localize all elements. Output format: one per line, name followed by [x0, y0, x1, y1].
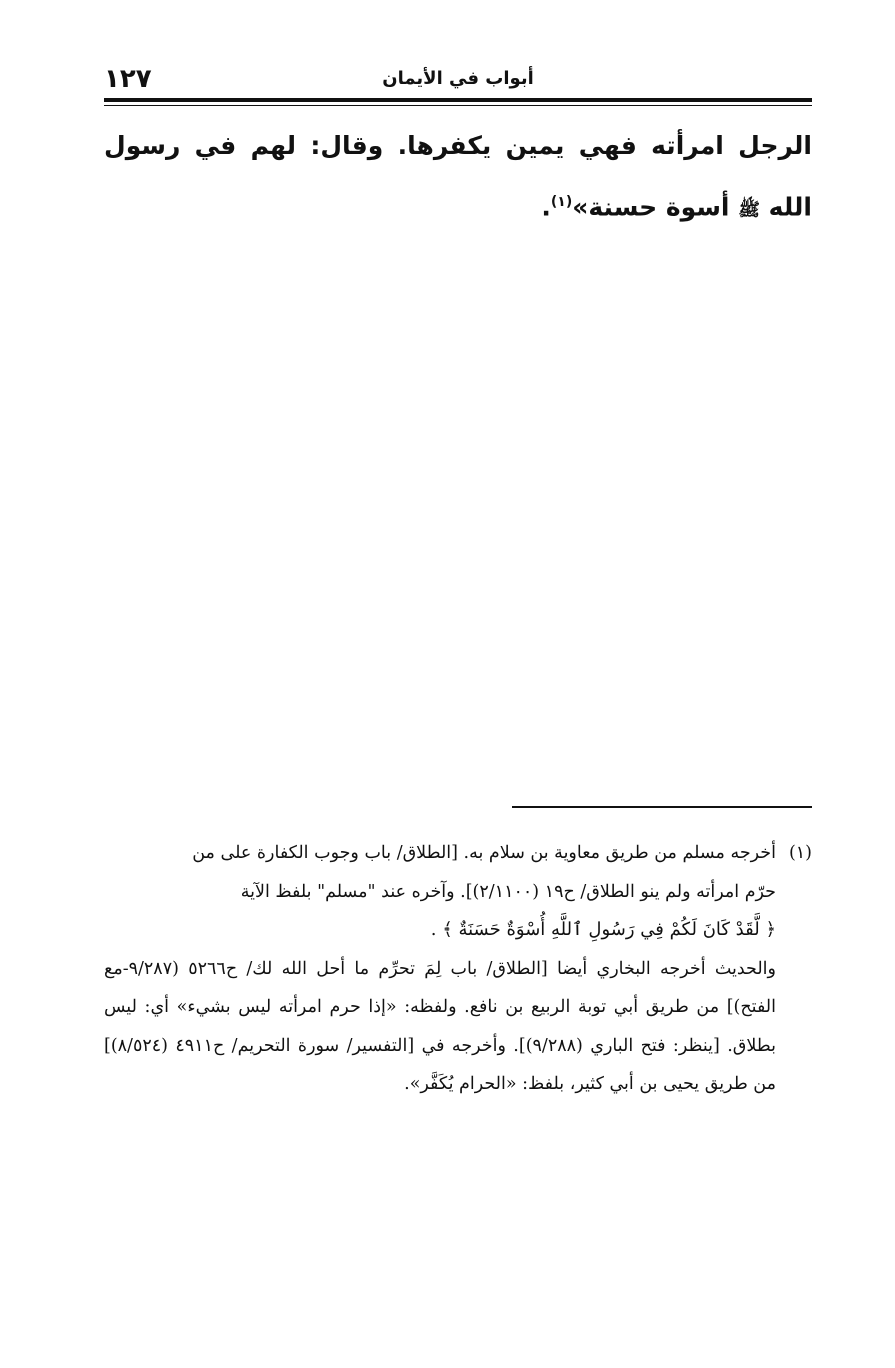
footnote-1-paragraph2: [104, 950, 812, 1104]
main-text-part2: أسوة حسنة»: [572, 192, 730, 222]
header-rule-thick: [104, 98, 812, 102]
page-number: ١٢٧: [104, 64, 152, 94]
main-text-end: .: [541, 192, 551, 222]
main-text-part1: الرجل امرأته فهي يمين يكفرها. وقال: لهم في رسول الله: [104, 131, 812, 222]
footnote-1-line2: حرّم امرأته ولم ينو الطلاق/ ح١٩ (٢/١١٠٠)]. وآخره عند "مسلم" بلفظ الآية: [240, 881, 776, 902]
footnote-1: [104, 834, 812, 873]
footnote-reference: (١): [550, 194, 573, 210]
header-rule-thin: [104, 105, 812, 106]
running-title: أبواب في الأيمان: [382, 68, 534, 89]
footnote-1-continued: [104, 873, 812, 950]
footnote-separator: [512, 806, 812, 808]
footnote-1-line1: أخرجه مسلم من طريق معاوية بن سلام به. [الطلاق/ باب وجوب الكفارة على من: [192, 843, 776, 863]
page-header: [104, 62, 812, 98]
footnotes: [104, 834, 812, 1104]
quran-verse: ﴿ لَّقَدْ كَانَ لَكُمْ فِي رَسُولِ ٱللَّهِ أُسْوَةٌ حَسَنَةٌ ﴾ .: [430, 919, 776, 940]
footnote-1-text2: والحديث أخرجه البخاري أيضا [الطلاق/ باب لِمَ تحرِّم ما أحل الله لك/ ح٥٢٦٦ (٩/٢٨٧-مع الفتح)] من طريق أبي توبة الربيع بن نافع. ولفظه: «إذا حرم امرأته ليس بشيء» أي: ليس بطلاق. [ينظر: فتح الباري (٩/٢٨٨)]. وأخرجه في [التفسير/ سورة التحريم/ ح٤٩١١ (٨/٥٢٤)] من طريق يحيى بن أبي كثير، بلفظ: «الحرام يُكَفَّر».: [104, 958, 777, 1094]
main-text: [104, 118, 812, 238]
honorific-symbol: ﷺ: [738, 199, 760, 221]
footnote-marker: (١): [788, 843, 812, 863]
